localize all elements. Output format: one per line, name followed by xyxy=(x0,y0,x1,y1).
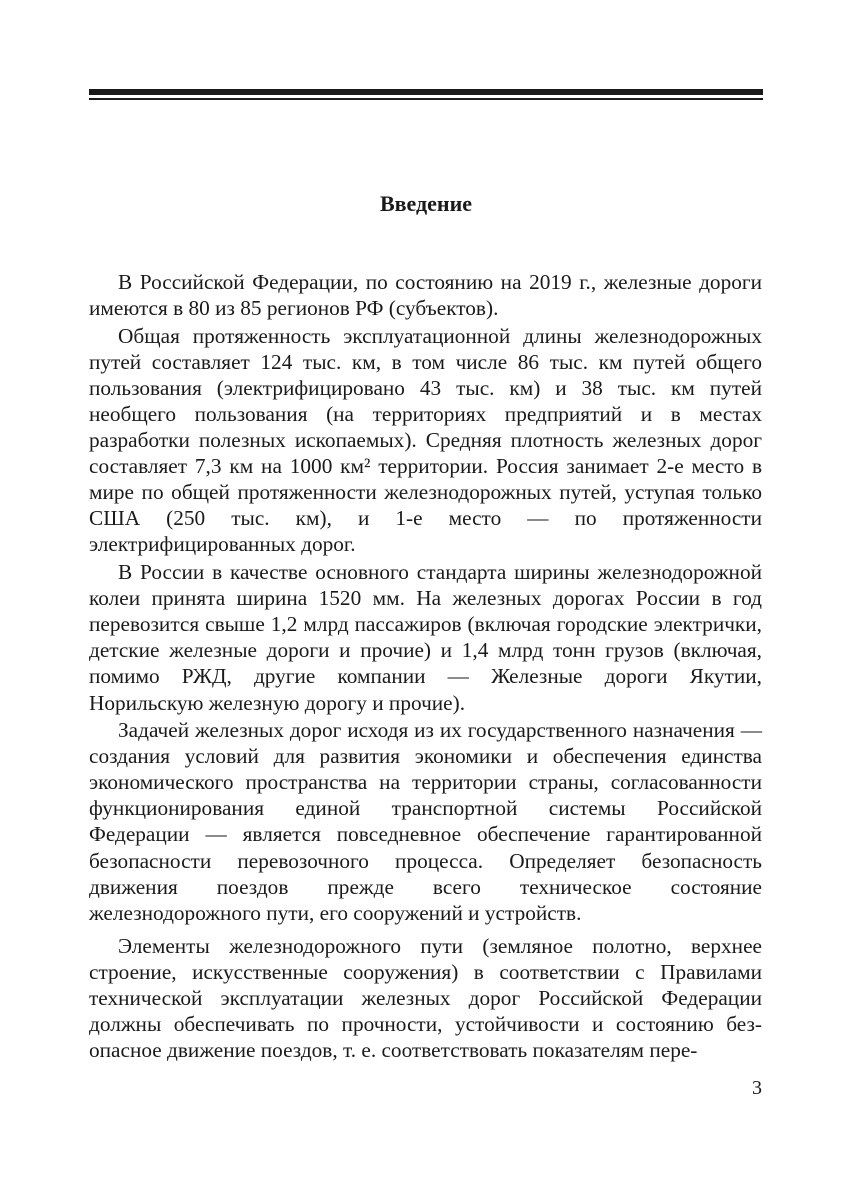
header-rule-thin xyxy=(89,98,763,100)
header-rule-thick xyxy=(89,89,763,95)
paragraph-1: В Российской Федерации, по состоянию на 2019 г., железные дороги имеются в 80 из 85 регионов РФ (субъектов). xyxy=(89,270,762,321)
paragraph-4: Задачей железных дорог исходя из их государственного назначения — создания условий для развития экономики и обеспечения единства экономического пространства на территории страны, согласованности функционирования единой транспортной системы Российской Федерации — является повседневное обеспечение гарантированной безопасности перевозочного процесса. Определяет безопасность движения поездов прежде всего техническое состояние железнодорожного пути, его сооружений и устройств. xyxy=(89,718,762,925)
page-title: Введение xyxy=(379,191,473,216)
paragraph-2: Общая протяженность эксплуатационной длины железнодорожных путей составляет 124 тыс. км, в том числе 86 тыс. км путей общего пользования (электрифицировано 43 тыс. км) и 38 тыс. км путей необщего пользования (на территориях предприятий и в местах разработки полезных ископаемых). Средняя плотность железных дорог составляет 7,3 км на 1000 км² территории. Россия занимает 2-е место в мире по общей протяженности железнодорожных путей, уступая только США (250 тыс. км), и 1-е место — по протяженности электрифицированных дорог. xyxy=(89,323,762,557)
body-text xyxy=(89,269,762,1065)
paragraph-3: В России в качестве основного стандарта ширины железнодорожной колеи принята ширина 1520 мм. На железных дорогах России в год перевозится свыше 1,2 млрд пассажиров (включая городские электрички, детские железные дороги и прочие) и 1,4 млрд тонн грузов (включая, помимо РЖД, другие компании — Железные дороги Якутии, Норильскую железную дорогу и прочие). xyxy=(89,560,762,715)
paragraph-5: Элементы железнодорожного пути (земляное полотно, верхнее строение, искусственные сооружения) в соответствии с Правилами технической эксплуатации железных дорог Российской Федерации должны обеспечивать по прочности, устойчивости и состоянию безопасное движение поездов, т. е. соответствовать показателям пере- xyxy=(89,933,762,1063)
page-number: 3 xyxy=(752,1077,762,1099)
